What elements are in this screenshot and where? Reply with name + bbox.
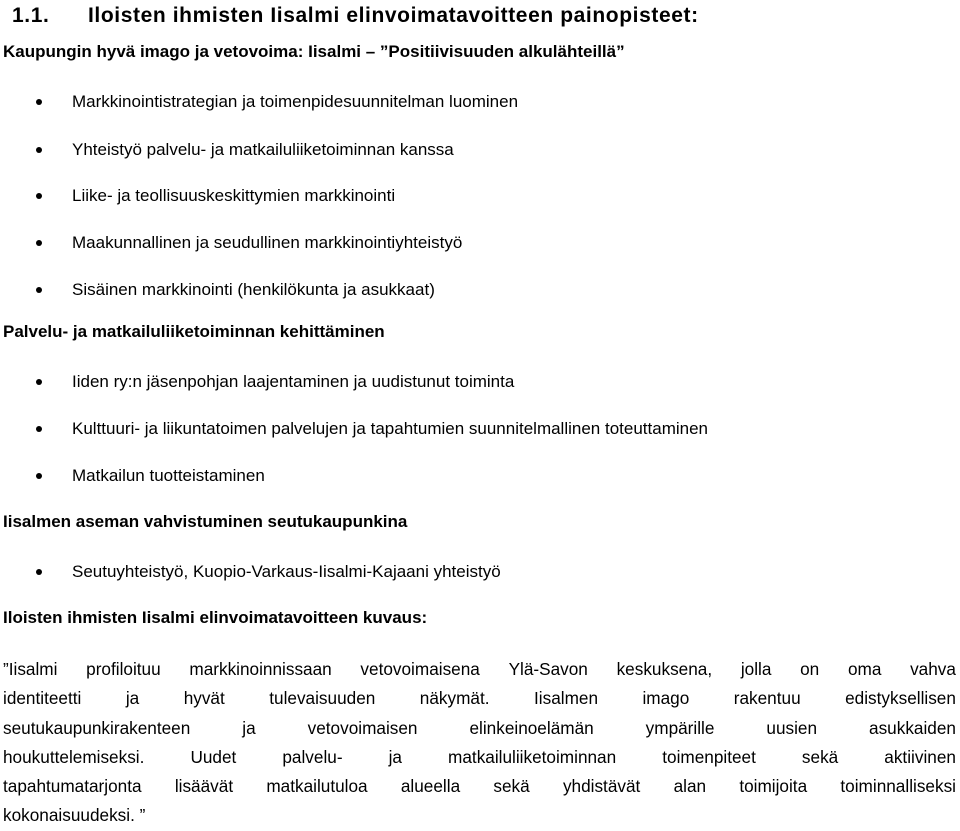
list-item <box>36 418 708 440</box>
bullet-icon <box>36 287 42 293</box>
list-item-text: Matkailun tuotteistaminen <box>72 466 265 485</box>
list-item-text: Yhteistyö palvelu- ja matkailuliiketoiminnan kanssa <box>72 140 454 159</box>
description-paragraph <box>3 655 956 831</box>
list-item <box>36 561 501 583</box>
section-heading <box>12 2 699 30</box>
description-title: Iloisten ihmisten Iisalmi elinvoimatavoitteen kuvaus: <box>3 608 428 627</box>
list-item <box>36 232 462 254</box>
paragraph-line: tapahtumatarjonta lisäävät matkailutuloa alueella sekä yhdistävät alan toimijoita toiminnalliseksi <box>3 776 956 797</box>
paragraph-line: houkuttelemiseksi. Uudet palvelu- ja matkailuliiketoiminnan toimenpiteet sekä aktiivinen <box>3 746 956 767</box>
list-item-text: Seutuyhteistyö, Kuopio-Varkaus-Iisalmi-Kajaani yhteistyö <box>72 562 501 581</box>
bullet-icon <box>36 473 42 479</box>
list-item-text: Iiden ry:n jäsenpohjan laajentaminen ja uudistunut toiminta <box>72 372 515 391</box>
list-item-text: Liike- ja teollisuuskeskittymien markkinointi <box>72 186 396 205</box>
list-item <box>36 371 514 393</box>
section-number: 1.1. <box>12 4 50 27</box>
list-item <box>36 465 265 487</box>
paragraph-line: ”Iisalmi profiloituu markkinoinnissaan vetovoimaisena Ylä-Savon keskuksena, jolla on oma vahva <box>3 659 956 679</box>
bullet-icon <box>36 426 42 432</box>
subsection-title-region: Iisalmen aseman vahvistuminen seutukaupunkina <box>3 512 408 531</box>
bullet-icon <box>36 569 42 575</box>
list-item <box>36 279 435 301</box>
list-item <box>36 91 518 113</box>
bullet-icon <box>36 240 42 246</box>
list-item-text: Kulttuuri- ja liikuntatoimen palvelujen ja tapahtumien suunnitelmallinen toteuttaminen <box>72 419 708 438</box>
list-item <box>36 139 454 161</box>
bullet-icon <box>36 147 42 153</box>
bullet-icon <box>36 193 42 199</box>
paragraph-line: kokonaisuudeksi. ” <box>3 805 146 826</box>
section-title: Iloisten ihmisten Iisalmi elinvoimatavoitteen painopisteet: <box>88 4 699 27</box>
list-item <box>36 185 395 207</box>
subsection-title-imago: Kaupungin hyvä imago ja vetovoima: Iisalmi – ”Positiivisuuden alkulähteillä” <box>3 42 625 61</box>
list-item-text: Sisäinen markkinointi (henkilökunta ja asukkaat) <box>72 280 435 299</box>
paragraph-line: identiteetti ja hyvät tulevaisuuden näkymät. Iisalmen imago rakentuu edistyksellisen <box>3 688 956 709</box>
subsection-title-services: Palvelu- ja matkailuliiketoiminnan kehittäminen <box>3 322 385 341</box>
list-item-text: Maakunnallinen ja seudullinen markkinointiyhteistyö <box>72 233 463 252</box>
bullet-icon <box>36 379 42 385</box>
paragraph-line: seutukaupunkirakenteen ja vetovoimaisen elinkeinoelämän ympärille uusien asukkaiden <box>3 717 956 738</box>
bullet-icon <box>36 99 42 105</box>
list-item-text: Markkinointistrategian ja toimenpidesuunnitelman luominen <box>72 92 519 111</box>
